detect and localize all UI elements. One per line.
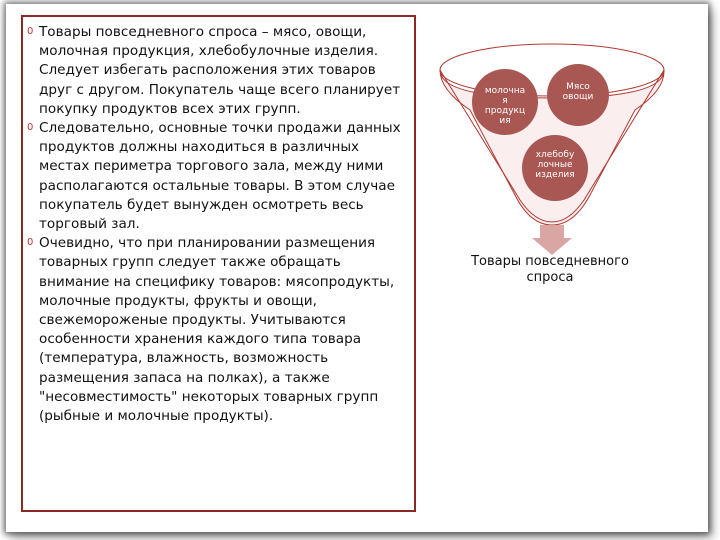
- bullet-marker: 0: [27, 122, 34, 134]
- down-arrow-icon: [532, 225, 572, 255]
- node-label-meat-vegetables: Мясо овощи: [562, 82, 594, 102]
- text-panel: [21, 15, 416, 512]
- bullet-marker: 0: [27, 26, 34, 37]
- funnel-label: Товары повседневного спроса: [471, 254, 629, 285]
- bullet-item: [27, 119, 406, 234]
- node-label-bakery: хлебобу лочные изделия: [535, 150, 575, 180]
- bullet-marker: 0: [27, 237, 34, 249]
- bullet-text: Следовательно, основные точки продажи данных продуктов должны находиться в различных местах периметра торгового зала, между ними располагаются остальные товары. В этом случае покупатель будет вынужден осмотреть весь торговый зал.: [39, 120, 401, 233]
- bullet-item: [27, 234, 406, 426]
- bullet-text: Товары повседневного спроса – мясо, овощи, молочная продукция, хлебобулочные изделия. Следует избегать расположения этих товаров друг с другом. Покупатель чаще всего планирует покупку продуктов всех этих групп.: [39, 24, 401, 117]
- node-label-dairy: молочна я продукц ия: [484, 86, 526, 126]
- bullet-text: Очевидно, что при планировании размещения товарных групп следует также обращать внимание на специфику товаров: мясопродукты, молочные продукты, фрукты и овощи, свежемороженые продукты. Учитываются особенности хранения каждого типа товара (температура, влажность, возможность размещения запаса на полках), а также "несовместимость" некоторых товарных групп (рыбные и молочные продукты).: [39, 235, 395, 425]
- bullet-item: [27, 23, 406, 119]
